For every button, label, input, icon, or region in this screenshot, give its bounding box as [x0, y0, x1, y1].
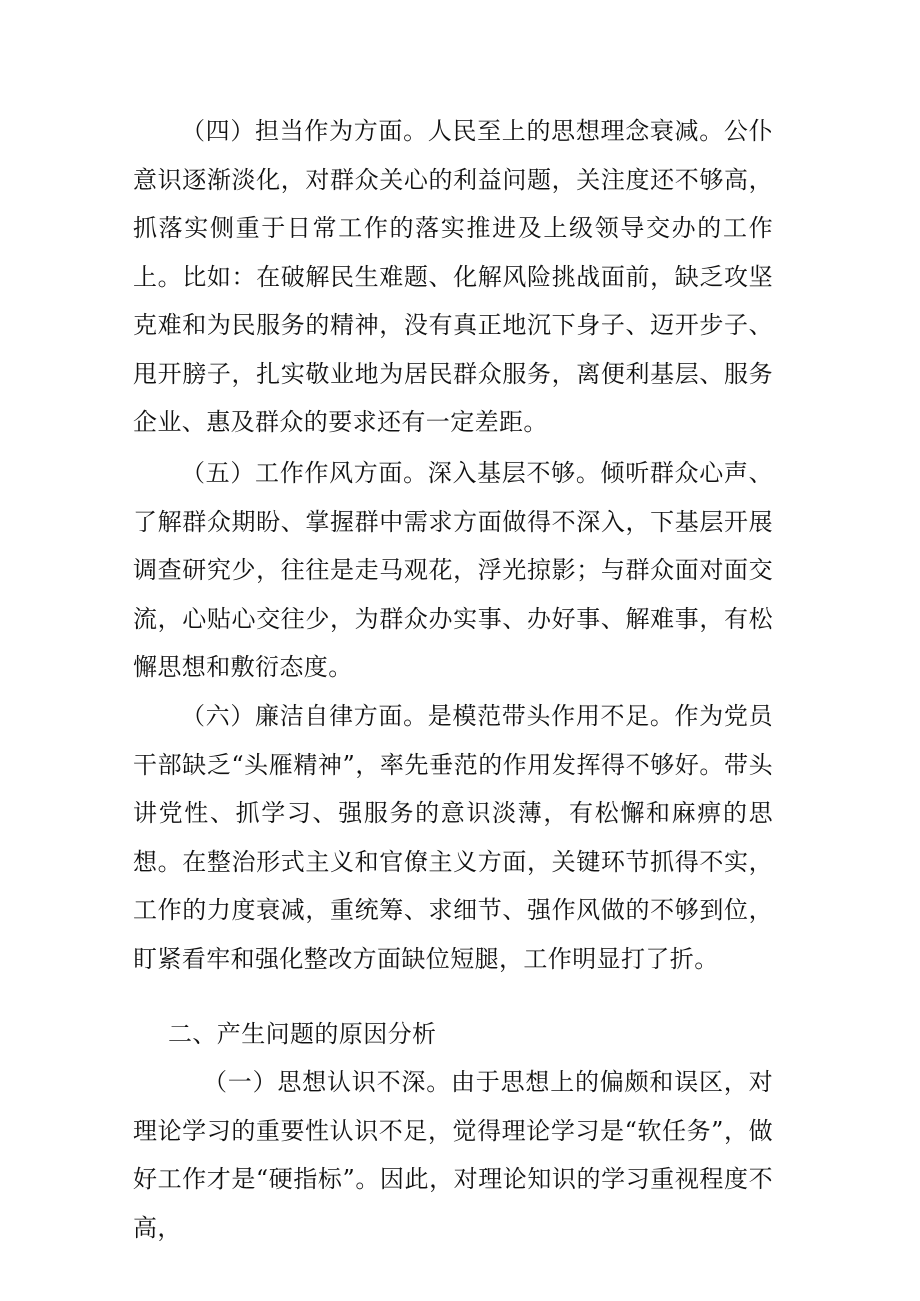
- section-heading: 二、产生问题的原因分析: [168, 1020, 437, 1048]
- paragraph-responsibility: （四）担当作为方面。人民至上的思想理念衰减。公仆意识逐渐淡化，对群众关心的利益问题，关注度还不够高，抓落实侧重于日常工作的落实推进及上级领导交办的工作上。比如：在破解民生难题、化解风险挑战面前，缺乏攻坚克难和为民服务的精神，没有真正地沉下身子、迈开步子、甩开膀子，扎实敬业地为居民群众服务，离便利基层、服务企业、惠及群众的要求还有一定差距。: [133, 117, 773, 436]
- paragraph-integrity: （六）廉洁自律方面。是模范带头作用不足。作为党员干部缺乏“头雁精神”，率先垂范的作用发挥得不够好。带头讲党性、抓学习、强服务的意识淡薄，有松懈和麻痹的思想。在整治形式主义和官僚主义方面，关键环节抓得不实，工作的力度衰减，重统筹、求细节、强作风做的不够到位，盯紧看牢和强化整改方面缺位短腿，工作明显打了折。: [133, 702, 773, 973]
- paragraph-cause-thinking: （一）思想认识不深。由于思想上的偏颇和误区，对理论学习的重要性认识不足，觉得理论学习是“软任务”，做好工作才是“硬指标”。因此，对理论知识的学习重视程度不高，: [133, 1068, 773, 1242]
- paragraph-work-style: （五）工作作风方面。深入基层不够。倾听群众心声、了解群众期盼、掌握群中需求方面做得不深入，下基层开展调查研究少，往往是走马观花，浮光掠影；与群众面对面交流，心贴心交往少，为群众办实事、办好事、解难事，有松懈思想和敷衍态度。: [133, 459, 773, 681]
